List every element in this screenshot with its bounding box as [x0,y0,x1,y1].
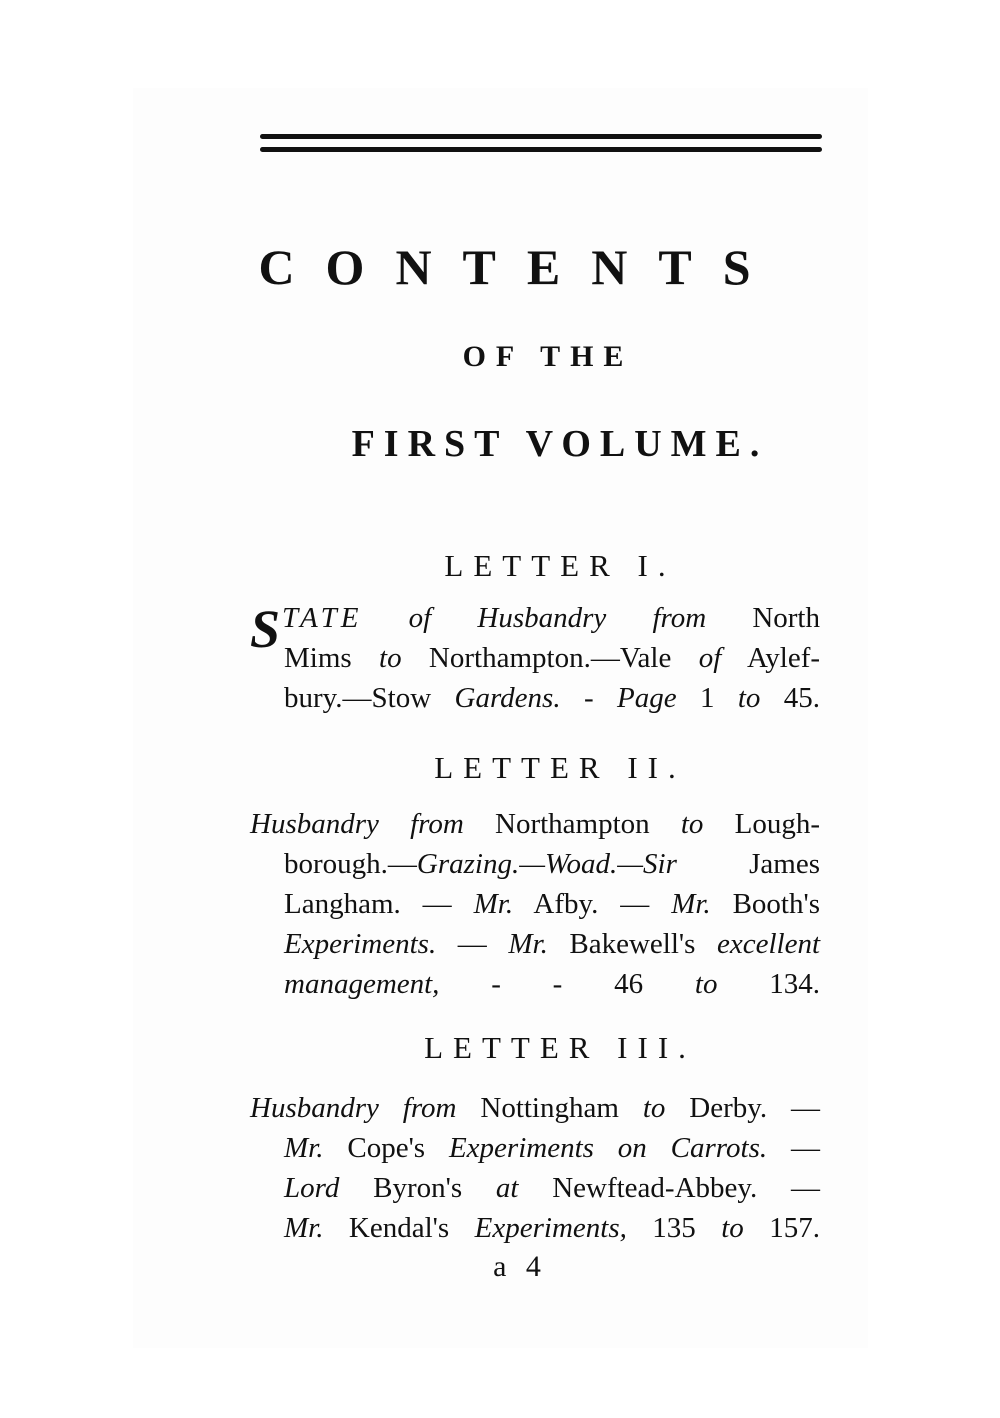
letter-1-entry [250,598,820,718]
double-rule-bottom [260,147,822,152]
letter-3-heading: LETTER III. [424,1030,696,1065]
entry-line: Husbandry from Northampton to Lough- [250,808,820,840]
entry-line: bury.—Stow Gardens. - Page 1 to 45. [284,682,821,714]
letter-2-heading: LETTER II. [434,750,686,785]
entry-line: Mr. Cope's Experiments on Carrots. — [284,1132,821,1164]
letter-2-entry [250,804,820,1004]
double-rule-top [260,134,822,139]
entry-line: Mr. Kendal's Experiments, 135 to 157. [284,1212,821,1244]
entry-line: Lord Byron's at Newftead-Abbey. — [284,1172,820,1204]
page-title: CONTENTS [258,239,782,295]
signature-mark: a 4 [493,1250,547,1283]
entry-line: borough.—Grazing.—Woad.—Sir James [284,848,820,880]
entry-line: management, - - 46 to 134. [284,968,821,1000]
entry-line: Mims to Northampton.—Vale of Aylef- [284,642,821,674]
page-subtitle-volume: FIRST VOLUME. [351,423,769,465]
letter-1-heading: LETTER I. [444,548,676,583]
entry-line: TATE of Husbandry from North [282,602,820,634]
letter-3-entry [250,1088,820,1248]
page-subtitle: OF THE [462,340,634,373]
entry-line: Langham. — Mr. Afby. — Mr. Booth's [284,888,820,920]
drop-cap: S [250,599,281,659]
entry-line: Experiments. — Mr. Bakewell's excellent [284,928,821,960]
entry-line: Husbandry from Nottingham to Derby. — [250,1092,820,1124]
